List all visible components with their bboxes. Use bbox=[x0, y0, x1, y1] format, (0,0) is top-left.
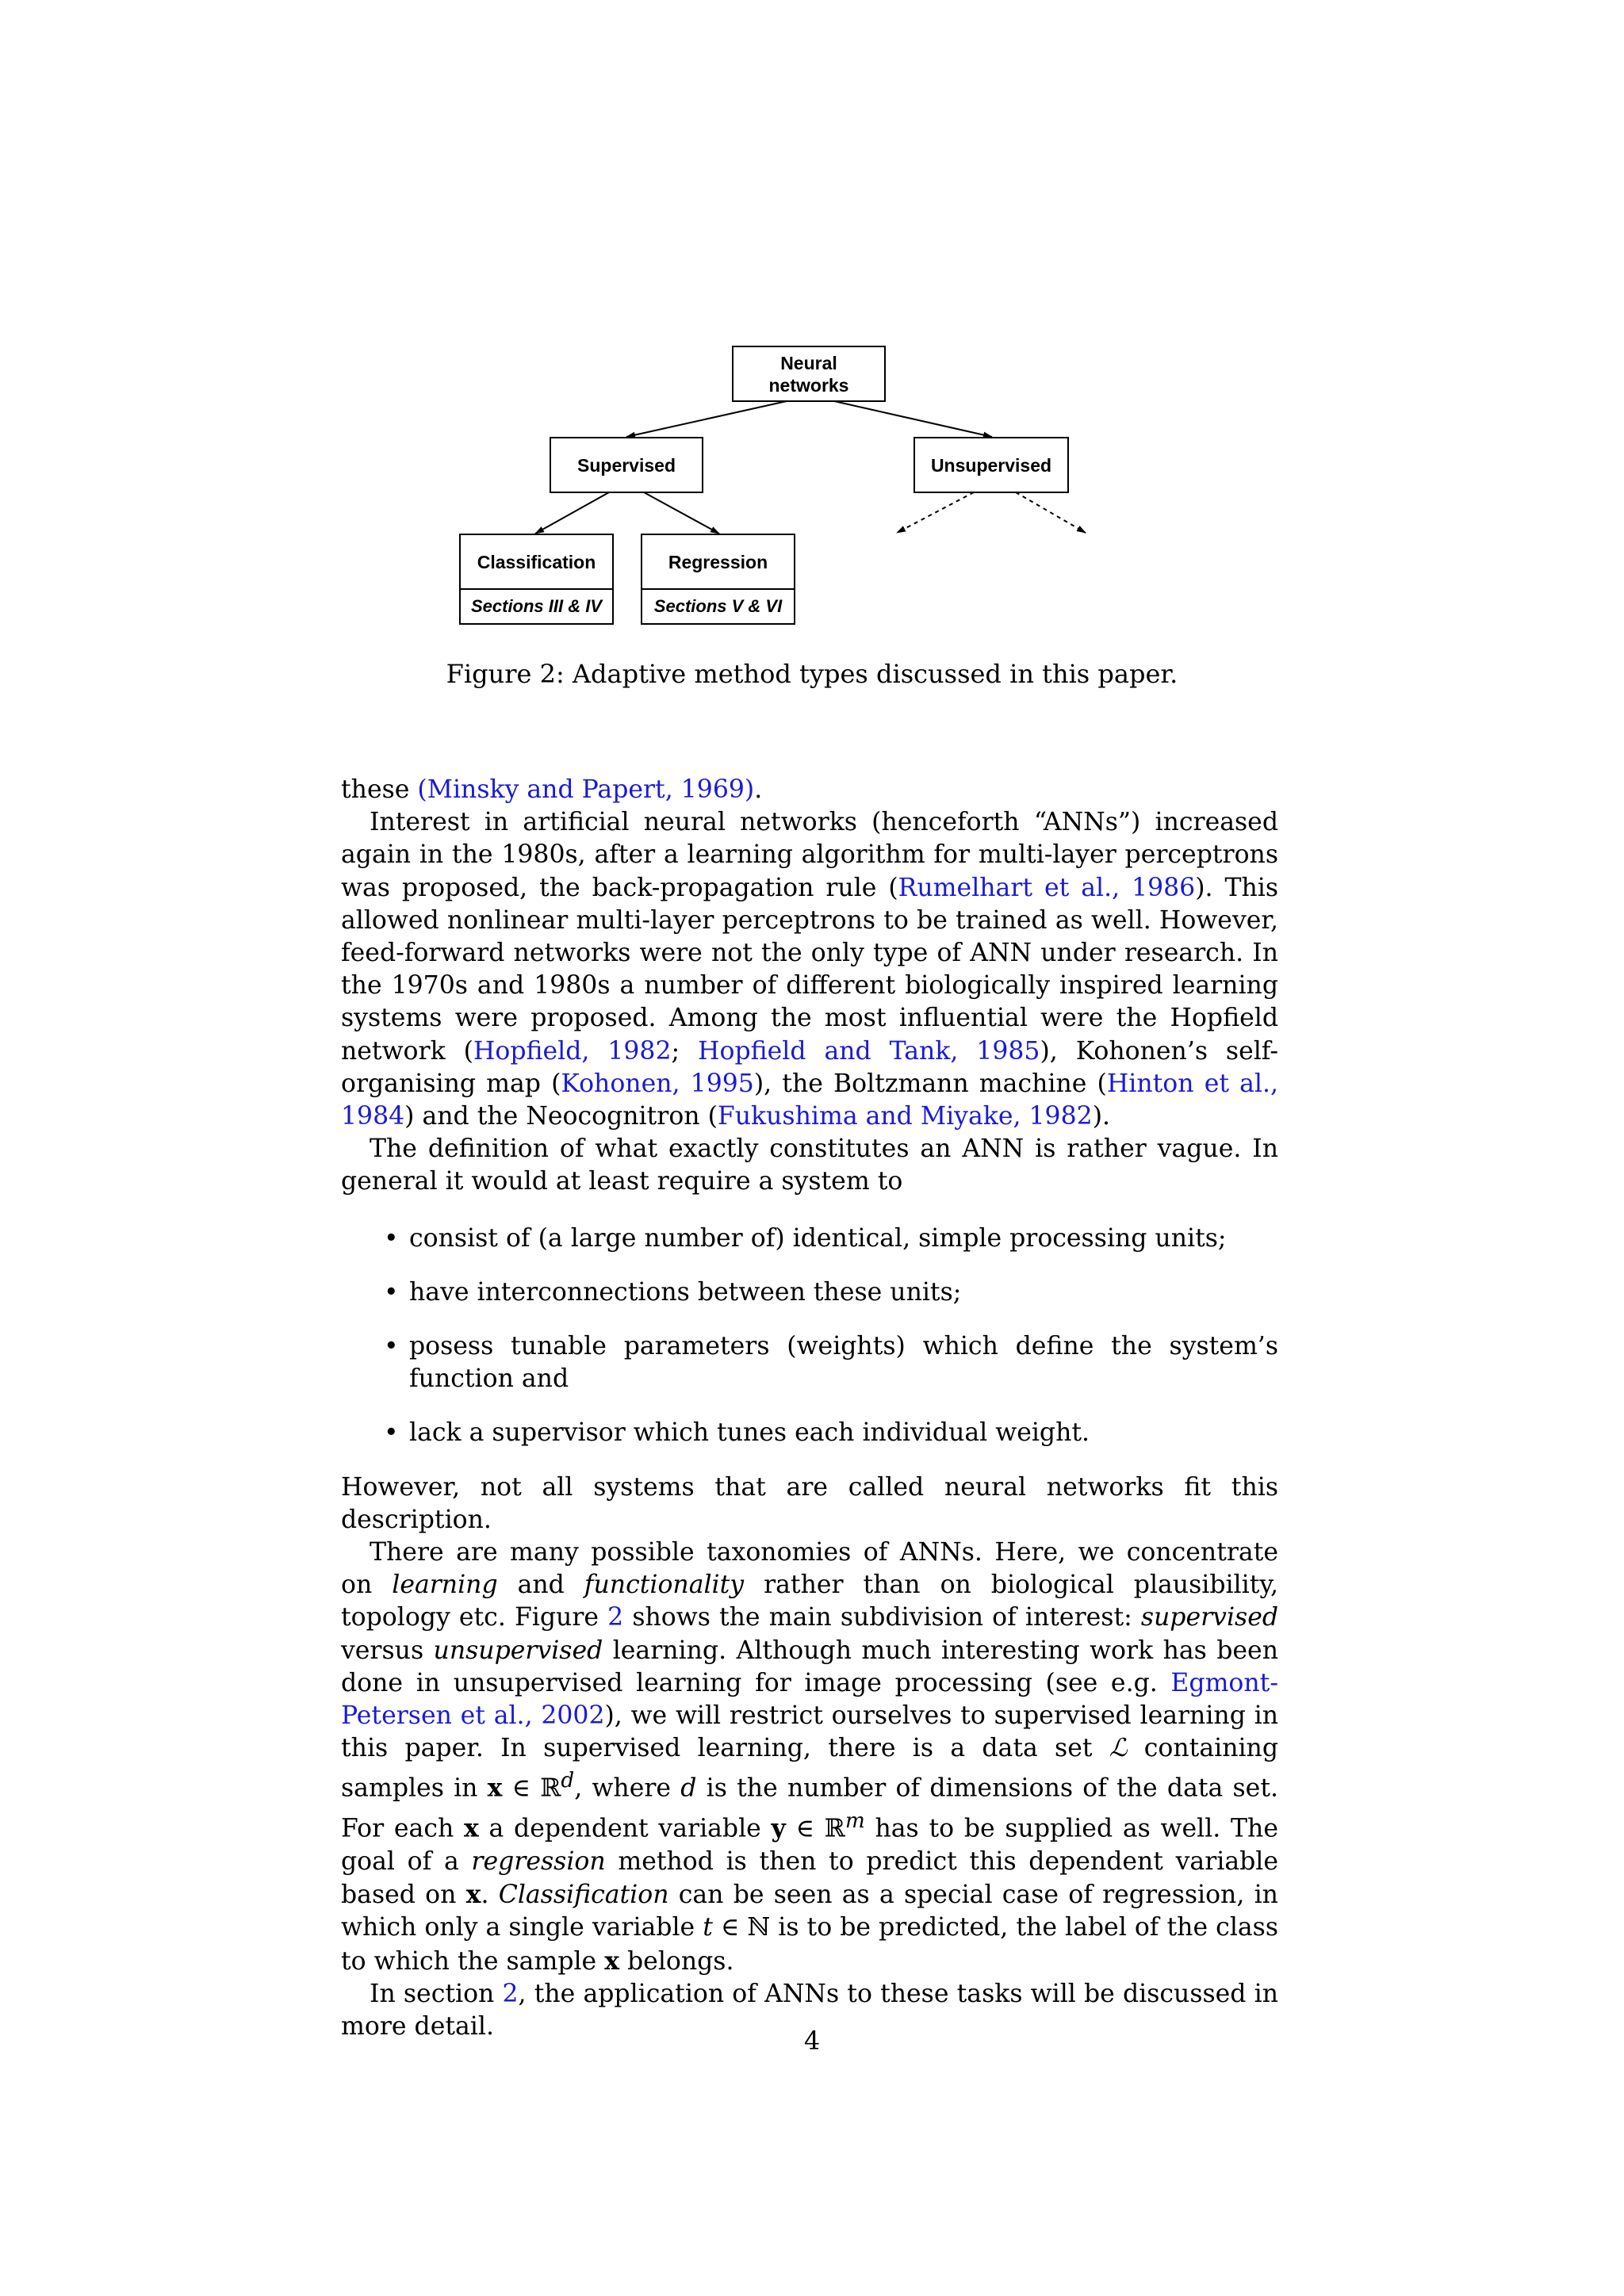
node-unsupervised-label: Unsupervised bbox=[930, 454, 1052, 476]
bullet-icon: • bbox=[384, 1223, 399, 1253]
requirements-list bbox=[341, 1223, 1278, 1450]
list-item: • lack a supervisor which tunes each individual weight. bbox=[341, 1417, 1278, 1449]
node-regression-sections: Sections V & VI bbox=[653, 596, 783, 616]
edge-root-supervised bbox=[626, 401, 787, 437]
edge-unsupervised-right bbox=[1016, 492, 1086, 533]
citation-link[interactable]: Rumelhart et al., 1986 bbox=[898, 873, 1196, 902]
edge-supervised-regression bbox=[644, 492, 719, 534]
bullet-icon: • bbox=[384, 1332, 399, 1361]
figure-ref-link[interactable]: 2 bbox=[607, 1603, 624, 1632]
bullet-icon: • bbox=[384, 1277, 399, 1307]
node-classification-label: Classification bbox=[477, 551, 596, 572]
page-number: 4 bbox=[803, 2026, 821, 2056]
edge-supervised-classification bbox=[535, 492, 609, 534]
citation-link[interactable]: Hopfield, 1982 bbox=[473, 1036, 672, 1066]
taxonomy-figure bbox=[0, 0, 1624, 714]
citation-link[interactable]: (Minsky and Papert, 1969) bbox=[417, 775, 755, 804]
node-regression-label: Regression bbox=[668, 551, 768, 572]
bullet-icon: • bbox=[384, 1418, 399, 1448]
node-classification-sections: Sections III & IV bbox=[470, 596, 603, 616]
paragraph-0: these (Minsky and Papert, 1969). bbox=[341, 775, 763, 804]
paragraph-1: Interest in artificial neural networks (henceforth “ANNs”) increased again in the 1980s, after a learning algorithm for multi-layer perceptrons was proposed, the back-propagation rule (Rumelhart et al., 1986). This allowed nonlinear multi-layer perceptrons to be trained as well. However, feed-forward networks were not the only type of ANN under research. In the 1970s and 1980s a number of different biologically inspired learning systems were proposed. Among the most influential were the Hopfield network (Hopfield, 1982; Hopfield and Tank, 1985), Kohonen’s self-organising map (Kohonen, 1995), the Boltzmann machine (Hinton et al., 1984) and the Neocognitron (Fukushima and Miyake, 1982). bbox=[341, 808, 1279, 1131]
node-root-label: Neural networks bbox=[768, 352, 849, 396]
body-text bbox=[341, 774, 1278, 2043]
figure-caption: Figure 2: Adaptive method types discussed in this paper. bbox=[446, 659, 1178, 689]
section-ref-link[interactable]: 2 bbox=[502, 1979, 519, 2008]
node-supervised-label: Supervised bbox=[577, 454, 676, 476]
edge-root-unsupervised bbox=[834, 401, 992, 437]
list-item: • consist of (a large number of) identical, simple processing units; bbox=[341, 1223, 1278, 1255]
edge-unsupervised-left bbox=[897, 492, 974, 533]
citation-link[interactable]: Kohonen, 1995 bbox=[561, 1069, 754, 1098]
citation-link[interactable]: Hinton et al., 1984 bbox=[341, 1069, 1279, 1131]
list-item: • posess tunable parameters (weights) which define the system’s function and bbox=[384, 1332, 1278, 1394]
paragraph-5: In section 2, the application of ANNs to these tasks will be discussed in more detail. bbox=[341, 1979, 1278, 2041]
paragraph-4: There are many possible taxonomies of ANNs. Here, we concentrate on learning and functionality rather than on biological plausibility, topology etc. Figure 2 shows the main subdivision of interest: supervised versus unsupervised learning. Although much interesting work has been done in unsupervised learning for image processing (see e.g. Egmont-Petersen et al., 2002), we will restrict ourselves to supervised learning in this paper. In supervised learning, there is a data set ℒ containing samples in x ∈ ℝ$^d$, where d is the number of dimensions of the data set. For each x a dependent variable y ∈ ℝ$^m$ has to be supplied as well. The goal of a regression method is then to predict this dependent variable based on x. Classification can be seen as a special case of regression, in which only a single variable t ∈ ℕ is to be predicted, the label of the class to which the sample x belongs. bbox=[341, 1538, 1279, 1976]
citation-link[interactable]: Hopfield and Tank, 1985 bbox=[698, 1036, 1040, 1066]
citation-link[interactable]: Fukushima and Miyake, 1982 bbox=[717, 1102, 1093, 1131]
paragraph-3: However, not all systems that are called neural networks fit this description. bbox=[341, 1472, 1278, 1534]
paragraph-2: The definition of what exactly constitutes an ANN is rather vague. In general it would at least require a system to bbox=[341, 1135, 1278, 1196]
citation-link[interactable]: Egmont-Petersen et al., 2002 bbox=[341, 1668, 1278, 1731]
list-item: • have interconnections between these units; bbox=[341, 1276, 1278, 1309]
